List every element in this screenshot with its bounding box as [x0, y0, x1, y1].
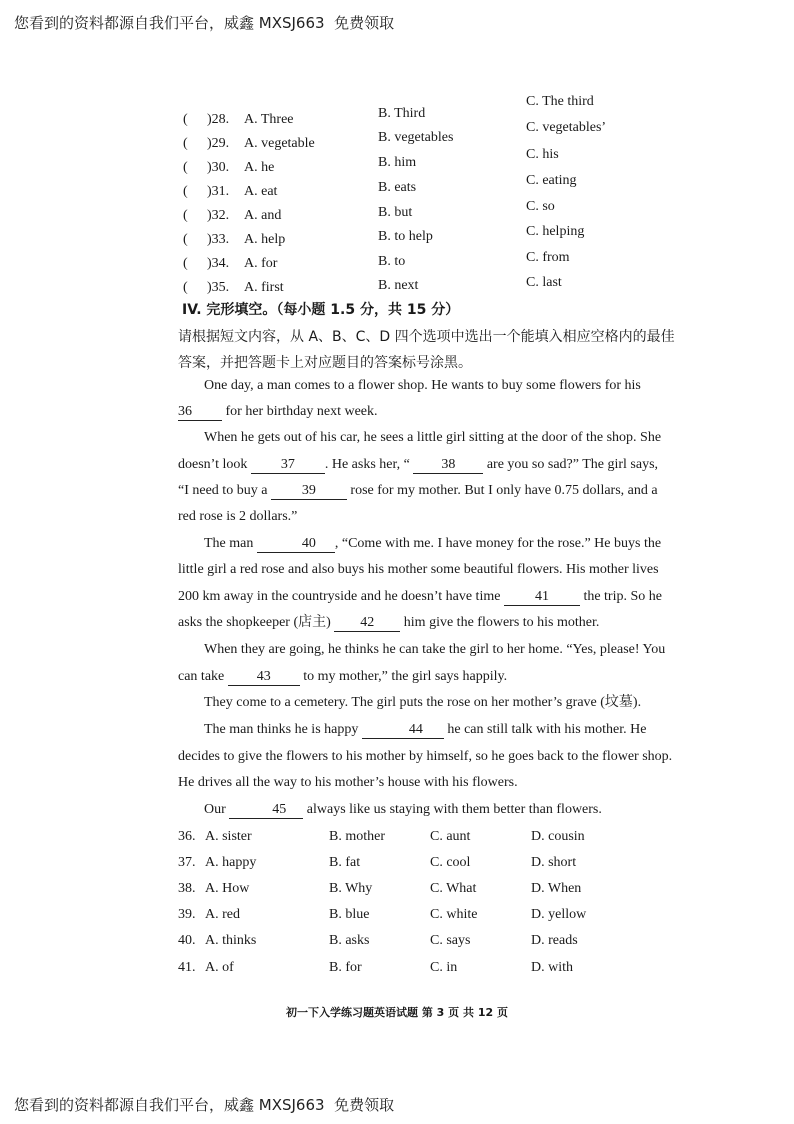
blank-43: 43 — [228, 669, 300, 686]
option-d: D. When — [531, 881, 582, 896]
blank-40: 40 — [257, 536, 335, 553]
blank-36: 36 — [178, 404, 222, 421]
passage-text: always like us staying with them better than flowers. — [303, 802, 602, 817]
option-c: C. The third — [526, 94, 594, 109]
passage-line — [178, 588, 692, 606]
passage-line — [178, 668, 692, 686]
section-iv-instruction: 请根据短文内容，从 A、B、C、D 四个选项中选出一个能填入相应空格内的最佳 — [178, 329, 675, 345]
passage-text: for her birthday next week. — [222, 404, 378, 419]
option-d: D. cousin — [531, 829, 585, 844]
passage-text: him give the flowers to his mother. — [400, 615, 600, 630]
option-c: C. so — [526, 199, 555, 214]
passage-line — [178, 801, 692, 819]
blank-38: 38 — [413, 457, 483, 474]
passage-text: he can still talk with his mother. He — [443, 722, 647, 737]
option-a: A. happy — [205, 855, 257, 870]
option-b: B. eats — [378, 180, 417, 195]
question-number: )34. — [207, 256, 230, 271]
passage-line: little girl a red rose and also buys his mother some beautiful flowers. His mother lives — [178, 562, 659, 577]
question-number: )29. — [207, 136, 230, 151]
passage-text: 200 km away in the countryside and he doesn’t have time — [178, 589, 504, 604]
watermark-bottom: 您看到的资料都源自我们平台，威鑫 MXSJ663 免费领取 — [14, 1096, 395, 1114]
option-c: C. eating — [526, 173, 577, 188]
section-iv-instruction: 答案，并把答题卡上对应题目的答案标号涂黑。 — [178, 355, 472, 371]
option-a: A. sister — [205, 829, 252, 844]
option-b: B. fat — [329, 855, 361, 870]
option-b: B. but — [378, 205, 413, 220]
watermark-top: 您看到的资料都源自我们平台，威鑫 MXSJ663 免费领取 — [14, 14, 395, 32]
option-b: B. Why — [329, 881, 373, 896]
option-c: C. his — [526, 147, 559, 162]
option-a: A. thinks — [205, 933, 257, 948]
option-b: B. blue — [329, 907, 370, 922]
option-b: B. him — [378, 155, 417, 170]
option-c: C. helping — [526, 224, 585, 239]
blank-41: 41 — [504, 589, 580, 606]
question-number: )32. — [207, 208, 230, 223]
option-b: B. next — [378, 278, 419, 293]
option-number: 38. — [178, 881, 196, 896]
option-b: B. for — [329, 960, 362, 975]
passage-text: doesn’t look — [178, 457, 251, 472]
passage-line — [178, 456, 692, 474]
option-b: B. to help — [378, 229, 433, 244]
question-number: )28. — [207, 112, 230, 127]
blank-37: 37 — [251, 457, 325, 474]
option-a: A. red — [205, 907, 240, 922]
option-b: B. to — [378, 254, 406, 269]
passage-text: “I need to buy a — [178, 483, 271, 498]
answer-paren: ( — [183, 112, 188, 127]
answer-paren: ( — [183, 184, 188, 199]
answer-paren: ( — [183, 208, 188, 223]
answer-paren: ( — [183, 160, 188, 175]
option-a: A. for — [244, 256, 278, 271]
option-number: 41. — [178, 960, 196, 975]
passage-line: When they are going, he thinks he can take the girl to her home. “Yes, please! You — [204, 642, 666, 657]
option-b: B. asks — [329, 933, 370, 948]
option-a: A. help — [244, 232, 286, 247]
passage-line: decides to give the flowers to his mother by himself, so he goes back to the flower shop. — [178, 749, 673, 764]
passage-line: One day, a man comes to a flower shop. He wants to buy some flowers for his — [204, 378, 641, 393]
passage-line: red rose is 2 dollars.” — [178, 509, 298, 524]
option-c: C. vegetables’ — [526, 120, 607, 135]
option-a: A. vegetable — [244, 136, 315, 151]
passage-line — [178, 721, 692, 739]
passage-line: When he gets out of his car, he sees a little girl sitting at the door of the shop. She — [204, 430, 662, 445]
option-b: B. mother — [329, 829, 385, 844]
blank-44: 44 — [362, 722, 444, 739]
option-a: A. he — [244, 160, 275, 175]
option-c: C. What — [430, 881, 477, 896]
passage-text: asks the shopkeeper (店主) — [178, 615, 335, 630]
passage-line — [178, 482, 692, 500]
passage-text: to my mother,” the girl says happily. — [299, 669, 508, 684]
blank-39: 39 — [271, 483, 347, 500]
passage-text: rose for my mother. But I only have 0.75 dollars, and a — [346, 483, 658, 498]
passage-line — [178, 535, 692, 553]
answer-paren: ( — [183, 136, 188, 151]
option-a: A. of — [205, 960, 234, 975]
passage-text: Our — [204, 802, 230, 817]
option-c: C. white — [430, 907, 478, 922]
passage-text: The man thinks he is happy — [204, 722, 362, 737]
question-number: )35. — [207, 280, 230, 295]
passage-line — [178, 614, 692, 632]
passage-text: are you so sad?” The girl says, — [483, 457, 659, 472]
option-number: 40. — [178, 933, 196, 948]
option-c: C. from — [526, 250, 570, 265]
passage-text: the trip. So he — [579, 589, 662, 604]
option-a: A. How — [205, 881, 250, 896]
option-a: A. eat — [244, 184, 278, 199]
answer-paren: ( — [183, 256, 188, 271]
option-d: D. with — [531, 960, 573, 975]
question-number: )31. — [207, 184, 230, 199]
passage-line: He drives all the way to his mother’s house with his flowers. — [178, 775, 518, 790]
option-c: C. last — [526, 275, 562, 290]
option-c: C. aunt — [430, 829, 471, 844]
option-number: 36. — [178, 829, 196, 844]
passage-line: They come to a cemetery. The girl puts the rose on her mother’s grave (坟墓). — [204, 695, 642, 710]
question-number: )33. — [207, 232, 230, 247]
option-a: A. Three — [244, 112, 294, 127]
option-d: D. short — [531, 855, 577, 870]
option-number: 39. — [178, 907, 196, 922]
option-c: C. in — [430, 960, 458, 975]
option-c: C. cool — [430, 855, 471, 870]
question-number: )30. — [207, 160, 230, 175]
passage-line — [178, 403, 692, 421]
section-iv-title: IV. 完形填空。（每小题 1.5 分，共 15 分） — [182, 302, 460, 318]
answer-paren: ( — [183, 280, 188, 295]
passage-text: , “Come with me. I have money for the rose.” He buys the — [334, 536, 662, 551]
blank-42: 42 — [334, 615, 400, 632]
option-a: A. and — [244, 208, 282, 223]
passage-text: . He asks her, “ — [324, 457, 414, 472]
option-d: D. reads — [531, 933, 578, 948]
answer-paren: ( — [183, 232, 188, 247]
blank-45: 45 — [229, 802, 303, 819]
option-a: A. first — [244, 280, 284, 295]
option-number: 37. — [178, 855, 196, 870]
option-b: B. vegetables — [378, 130, 454, 145]
passage-text: can take — [178, 669, 228, 684]
passage-text: The man — [204, 536, 257, 551]
option-c: C. says — [430, 933, 471, 948]
option-b: B. Third — [378, 106, 426, 121]
option-d: D. yellow — [531, 907, 587, 922]
page-footer: 初一下入学练习题英语试题 第 3 页 共 12 页 — [286, 1006, 508, 1019]
